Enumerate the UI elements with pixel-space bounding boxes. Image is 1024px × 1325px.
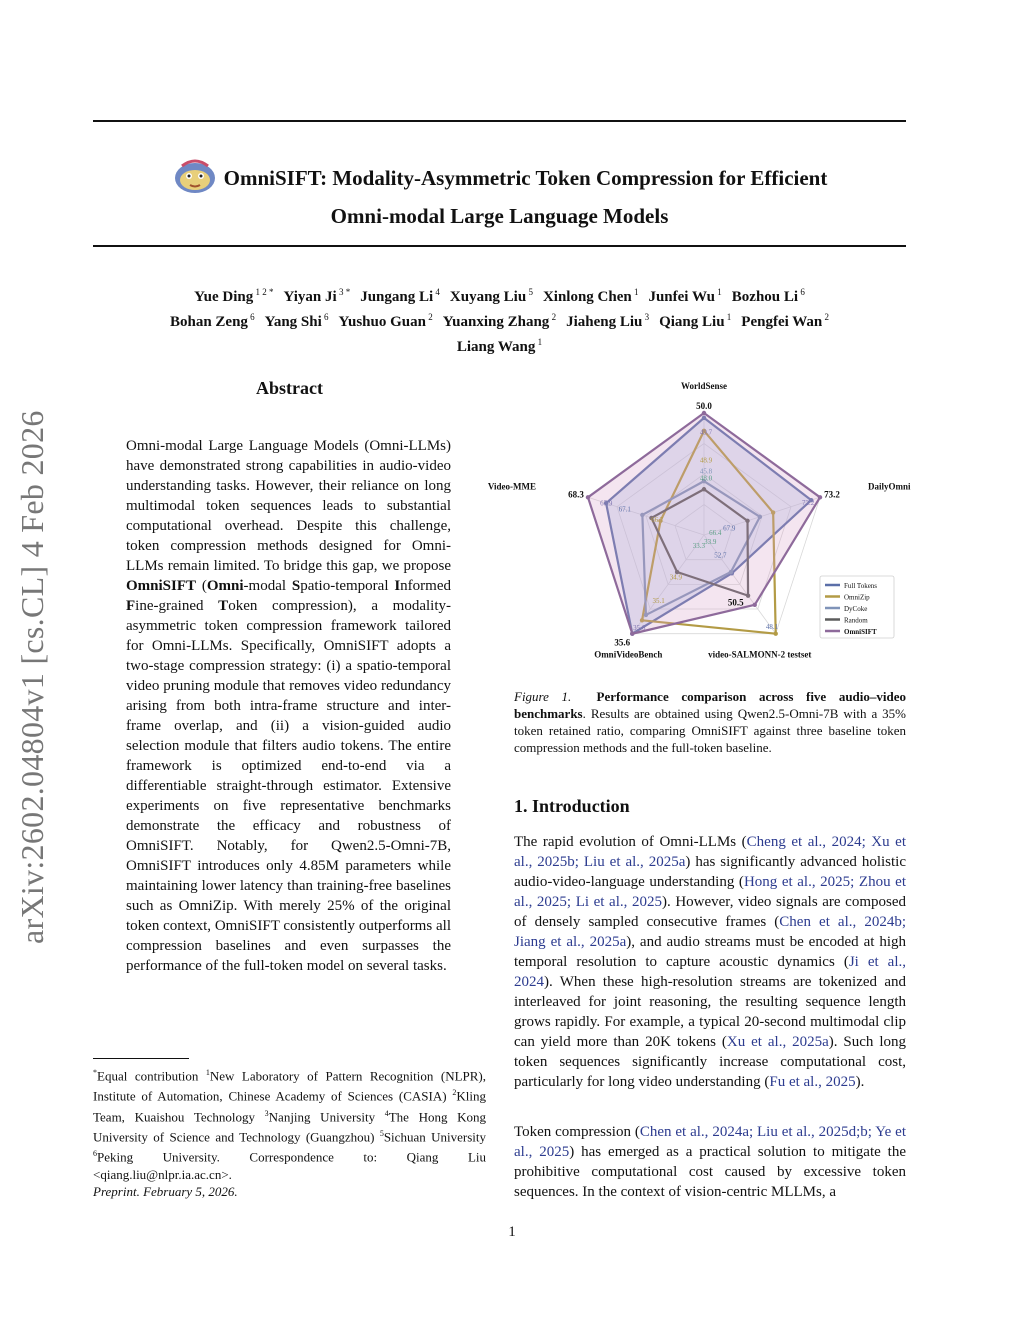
author-name	[457, 339, 542, 355]
author-name	[194, 289, 273, 305]
preprint-note: Preprint. February 5, 2026.	[93, 1184, 238, 1199]
author-name	[566, 314, 649, 330]
author-name	[732, 289, 805, 305]
title-bottom-rule	[93, 245, 906, 247]
footnote-text: Nanjing University	[268, 1108, 385, 1124]
author-name	[283, 289, 350, 305]
intro-paragraph-1	[514, 832, 906, 1092]
paragraph-text: ), and audio streams must be encoded at high temporal resolution to capture acoustic dynamics (	[514, 934, 906, 970]
author-affiliation: 3 *	[336, 287, 351, 297]
author-affiliation: 1	[715, 287, 722, 297]
axis-title: OmniVideoBench	[594, 649, 663, 660]
footnote-marker: 3	[264, 1108, 269, 1118]
paragraph-text: Token compression (	[514, 1124, 640, 1140]
abstract-method-name: OmniSIFT	[126, 578, 197, 594]
footnote-marker: 5	[379, 1128, 384, 1138]
abstract-heading: Abstract	[256, 378, 323, 398]
author-name	[648, 289, 721, 305]
value-label: 35.1	[652, 597, 665, 606]
acronym-rest: ine-grained	[135, 598, 219, 614]
footnote-marker: 6	[93, 1149, 97, 1159]
legend-label: Random	[844, 616, 868, 625]
author-name	[339, 314, 433, 330]
footnote-marker: 2	[452, 1088, 457, 1098]
acronym-letter: F	[126, 598, 136, 614]
author-affiliation: 1	[724, 312, 732, 322]
paper-title	[93, 160, 906, 232]
paragraph-text: ). Such long token sequences significantly increase computational cost, particularly for long video understanding (	[514, 1034, 906, 1090]
figure-caption-text: . Results are obtained using Qwen2.5-Omni-7B with a 35% token retained ratio, comparing OmniSIFT against three baseline token compression methods and the full-token baseline.	[514, 706, 906, 755]
citation-link[interactable]: Chen et al., 2024a; Liu et al., 2025d;b; Ye et al., 2025	[514, 1124, 906, 1160]
author-name-text: Yushuo Guan	[338, 314, 426, 330]
value-label: 33.3	[692, 541, 705, 550]
abstract-text-a: Omni-modal Large Language Models (Omni-LLMs) have demonstrated strong capabilities in audio-video understanding tasks. However, their reliance on long multimodal token sequences leads to substantial computational overhead. Despite this challenge, token compression methods designed for Omni-LLMs remain limited. To bridge this gap, we propose	[126, 438, 451, 574]
series-omnisift	[588, 413, 820, 634]
author-name-text: Junfei Wu	[648, 289, 716, 305]
top-rule	[93, 120, 906, 122]
author-name-text: Liang Wang	[456, 339, 536, 355]
radar-chart	[487, 380, 911, 660]
data-point	[753, 603, 757, 607]
figure-title: Performance comparison across five audio–video benchmarks	[514, 689, 907, 721]
author-name-text: Yang Shi	[264, 314, 322, 330]
paragraph-text: ) has significantly advanced holistic audio-video-language understanding (	[514, 854, 906, 890]
acronym-letter: S	[291, 578, 301, 594]
value-label: 48.0	[699, 474, 713, 483]
author-name-text: Qiang Liu	[659, 314, 725, 330]
paragraph-text: ) has emerged as a practical solution to mitigate the prohibitive computational cost caused by excessive token sequences. In the context of vision-centric MLLMs, a	[514, 1144, 906, 1200]
value-label: 35.6	[633, 623, 646, 632]
author-name-text: Bohan Zeng	[169, 314, 248, 330]
author-affiliation: 1 2 *	[253, 287, 274, 297]
citation-link[interactable]: Ji et al., 2024	[514, 954, 906, 990]
data-point	[630, 632, 634, 636]
legend-label: Full Tokens	[844, 582, 878, 590]
data-point	[586, 495, 590, 499]
author-affiliation: 2	[425, 312, 433, 322]
footnote-text: New Laboratory of Pattern Recognition (NLPR), Institute of Automation, Chinese Academy of Sciences (CASIA)	[93, 1068, 486, 1104]
axis-title: video-SALMONN-2 testset	[708, 649, 812, 660]
value-label: 48.9	[699, 456, 713, 465]
acronym-rest: -modal	[243, 578, 292, 594]
footnote-text: The Hong Kong University of Science and Technology (Guangzhou)	[93, 1108, 486, 1145]
figure-label: Figure 1.	[514, 689, 572, 704]
footnote-text: Equal contribution	[97, 1068, 206, 1084]
title-line-1	[93, 160, 906, 200]
author-affiliation: 2	[822, 312, 830, 322]
footnote-marker: *	[93, 1068, 97, 1077]
value-label: 67.1	[618, 505, 631, 514]
author-name	[360, 289, 440, 305]
footnote-text: Kling Team, Kuaishou Technology	[93, 1088, 486, 1124]
author-affiliation: 2	[549, 312, 557, 322]
data-point	[818, 495, 822, 499]
logo-icon	[172, 156, 218, 196]
axis-title: WorldSense	[680, 381, 728, 391]
author-name	[443, 314, 556, 330]
author-affiliation: 6	[798, 287, 805, 297]
author-name-text: Bozhou Li	[731, 289, 799, 305]
author-name	[543, 289, 639, 305]
author-name-text: Yue Ding	[194, 289, 254, 305]
axis-max-label: 50.5	[727, 597, 744, 608]
acronym-letter: Omni	[206, 578, 244, 594]
acronym-letter: I	[394, 578, 401, 594]
author-affiliation: 1	[631, 287, 639, 297]
author-name-text: Jungang Li	[360, 289, 434, 305]
data-point	[702, 411, 706, 415]
citation-link[interactable]: Hong et al., 2025; Zhou et al., 2025; Li et al., 2025	[514, 874, 906, 910]
value-label: 33.9	[704, 537, 717, 546]
paragraph-text: ). When these high-resolution streams are tokenized and interleaved for joint reasoning, the resulting sequence length grows rapidly. For example, a typical 20-second multimodal clip can yield more than 20K tokens (	[514, 974, 906, 1050]
author-name	[265, 314, 329, 330]
value-label: 66.7	[651, 516, 664, 525]
paragraph-text: The rapid evolution of Omni-LLMs (	[514, 834, 747, 850]
value-label: 72.2	[801, 498, 815, 507]
value-label: 45.8	[699, 467, 713, 476]
citation-link[interactable]: Cheng et al., 2024; Xu et al., 2025b; Liu et al., 2025a	[514, 834, 906, 870]
author-name	[170, 314, 255, 330]
abstract-body	[126, 436, 451, 976]
axis-max-label: 35.6	[614, 637, 631, 648]
citation-link[interactable]: Xu et al., 2025a	[726, 1034, 829, 1050]
axis-title: Video-MME	[487, 481, 536, 492]
title-line-2: Omni-modal Large Language Models	[330, 204, 669, 228]
legend-label: OmniZip	[844, 593, 870, 602]
author-name	[450, 289, 533, 305]
author-affiliation: 5	[526, 287, 533, 297]
value-label: 49.7	[699, 428, 713, 437]
acronym-rest: patio-temporal	[300, 578, 395, 594]
author-affiliation: 6	[321, 312, 329, 322]
paragraph-text: ).	[855, 1074, 865, 1090]
footnote-marker: 1	[205, 1068, 210, 1077]
author-name-text: Yuanxing Zhang	[442, 314, 550, 330]
value-label: 52.7	[714, 551, 727, 560]
paragraph-text: ). However, video signals are composed of densely sampled consecutive frames (	[514, 894, 906, 930]
footnote-text: Peking University. Correspondence to: Qiang Liu <qiang.liu@nlpr.ia.ac.cn>.	[93, 1149, 486, 1182]
intro-paragraph-2	[514, 1122, 906, 1202]
abstract-text-b: ), a modality-asymmetric token compression framework tailored for Omni-LLMs. Specifically, OmniSIFT adopts a two-stage compression strategy: (i) a spatio-temporal video pruning module that removes video redundancy arising from both intra-frame structure and inter-frame overlap, and (ii) a vision-guided audio selection module that filters audio tokens. The entire framework is optimized end-to-end via a differentiable straight-through estimator. Extensive experiments on five representative benchmarks demonstrate the efficacy and robustness of OmniSIFT. Notably, for Qwen2.5-Omni-7B, OmniSIFT introduces only 4.85M parameters while maintaining lower latency than training-free baselines such as OmniZip. With merely 25% of the original token context, OmniSIFT consistently outperforms all compression baselines and even surpasses the performance of the full-token model on several tasks.	[126, 598, 451, 974]
axis-max-label: 50.0	[696, 401, 712, 411]
data-point	[774, 632, 778, 636]
arxiv-stamp: arXiv:2602.04804v1 [cs.CL] 4 Feb 2026	[14, 410, 50, 944]
axis-title: DailyOmni	[868, 481, 911, 492]
author-name	[741, 314, 829, 330]
page-number: 1	[508, 1224, 516, 1240]
acronym-rest: nformed	[400, 578, 451, 594]
citation-link[interactable]: Chen et al., 2024b; Jiang et al., 2025a	[514, 914, 906, 950]
author-name-text: Jiaheng Liu	[566, 314, 643, 330]
author-name-text: Pengfei Wan	[741, 314, 823, 330]
abstract-paren-open: (	[196, 578, 207, 594]
value-label: 48.1	[765, 622, 779, 631]
acronym-rest: oken compression	[228, 598, 348, 614]
author-name-text: Xinlong Chen	[542, 289, 632, 305]
author-name-text: Yiyan Ji	[283, 289, 337, 305]
value-label: 67.9	[600, 499, 613, 508]
citation-link[interactable]: Fu et al., 2025	[769, 1074, 856, 1090]
author-name-text: Xuyang Liu	[449, 289, 527, 305]
footnote-rule	[93, 1058, 189, 1059]
legend-label: DyCoke	[844, 605, 868, 613]
author-affiliation: 3	[642, 312, 650, 322]
author-name	[659, 314, 731, 330]
value-label: 67.9	[723, 524, 736, 533]
figure-caption	[514, 688, 906, 756]
legend-label: OmniSIFT	[844, 628, 877, 636]
footnote-text: Sichuan University	[383, 1129, 486, 1145]
title-text-1: OmniSIFT: Modality-Asymmetric Token Compression for Efficient	[223, 165, 828, 190]
axis-max-label: 73.2	[824, 489, 840, 500]
author-list	[93, 282, 906, 357]
value-label: 34.9	[669, 573, 683, 582]
section-heading-introduction: 1. Introduction	[514, 796, 630, 816]
footnote-marker: 4	[384, 1108, 389, 1118]
acronym-letter: T	[218, 598, 229, 614]
footnote	[93, 1064, 486, 1183]
author-affiliation: 6	[247, 312, 255, 322]
author-affiliation: 1	[535, 337, 543, 347]
axis-max-label: 68.3	[568, 489, 584, 500]
value-label: 66.4	[709, 528, 722, 537]
author-affiliation: 4	[433, 287, 440, 297]
